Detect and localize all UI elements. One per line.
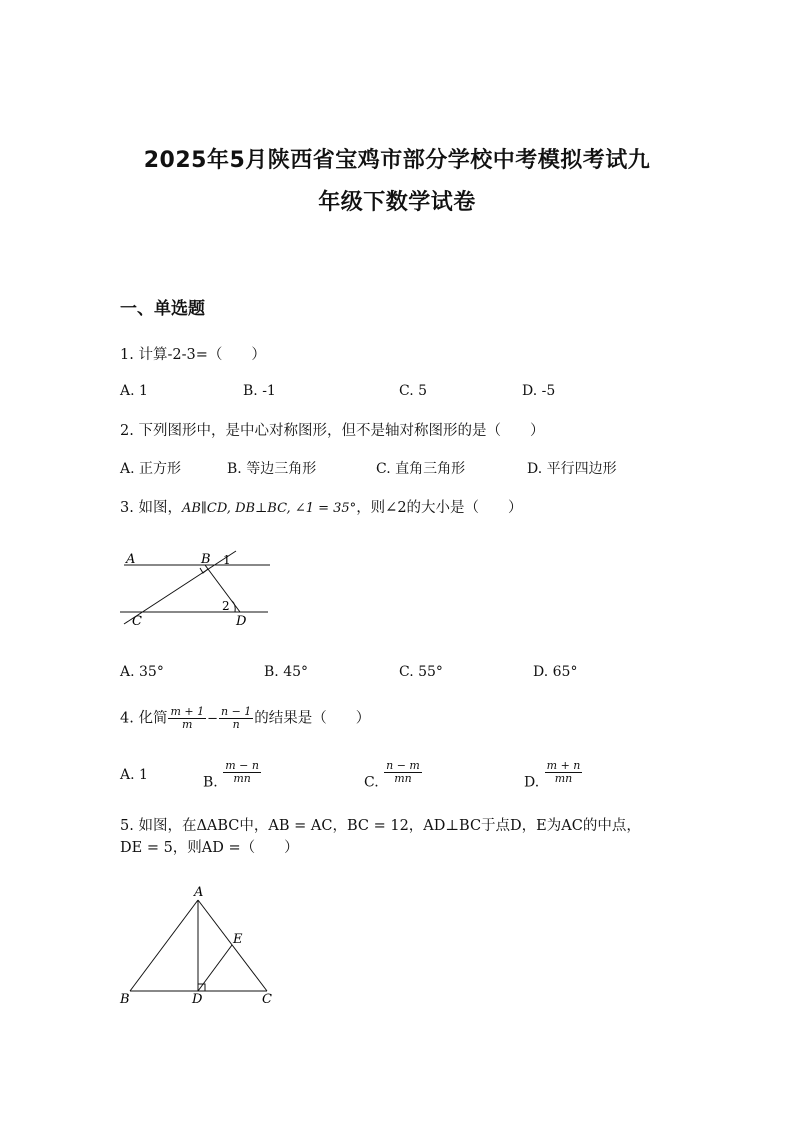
q4-fraction-1 bbox=[168, 706, 206, 731]
q4-option-c-denominator: mn bbox=[394, 772, 412, 785]
right-angle-mark bbox=[200, 568, 208, 573]
label-c: C bbox=[132, 614, 142, 629]
q4-frac1-denominator: m bbox=[182, 718, 193, 731]
question-5-stem-line-2: DE = 5，则AD =（ ） bbox=[120, 840, 299, 856]
label-b: B bbox=[120, 992, 130, 1007]
label-b: B bbox=[201, 552, 211, 567]
question-4-stem bbox=[120, 706, 370, 731]
label-d: D bbox=[236, 614, 247, 629]
q2-option-a: A. 正方形 bbox=[120, 461, 182, 477]
q1-option-b: B. -1 bbox=[243, 383, 276, 399]
q4-frac2-denominator: n bbox=[232, 718, 240, 731]
q3-figure-parallel-lines bbox=[110, 545, 280, 630]
document-title-line-1: 2025年5月陕西省宝鸡市部分学校中考模拟考试九 bbox=[143, 148, 651, 173]
q4-option-c bbox=[364, 760, 423, 791]
q4-stem-suffix: 的结果是（ ） bbox=[254, 710, 371, 727]
q5-figure-isosceles-triangle bbox=[110, 880, 290, 1010]
q3-stem-math: AB∥CD, DB⊥BC, ∠1 = 35° bbox=[181, 501, 357, 516]
side-ab bbox=[130, 900, 198, 991]
q4-option-d-numerator: m + n bbox=[546, 759, 581, 772]
q1-option-c: C. 5 bbox=[399, 383, 428, 399]
q3-stem-prefix: 3. 如图， bbox=[120, 500, 182, 516]
q4-option-b-denominator: mn bbox=[233, 772, 251, 785]
q4-option-a: A. 1 bbox=[120, 767, 148, 783]
q4-option-c-label: C. bbox=[364, 774, 379, 791]
section-heading: 一、单选题 bbox=[120, 299, 205, 319]
q4-option-d-denominator: mn bbox=[554, 772, 573, 785]
q4-option-b-numerator: m − n bbox=[225, 759, 259, 772]
question-2-stem: 2. 下列图形中，是中心对称图形，但不是轴对称图形的是（ ） bbox=[120, 423, 545, 439]
q3-option-c: C. 55° bbox=[399, 664, 443, 680]
label-d: D bbox=[192, 992, 203, 1007]
q4-fraction-2 bbox=[219, 706, 253, 731]
q3-option-b: B. 45° bbox=[264, 664, 309, 680]
label-a: A bbox=[194, 885, 204, 900]
label-e: E bbox=[233, 932, 243, 947]
question-1-stem: 1. 计算-2-3=（ ） bbox=[120, 347, 266, 363]
q4-option-d bbox=[524, 760, 583, 791]
question-5-stem-line-1: 5. 如图，在ΔABC中，AB = AC，BC = 12，AD⊥BC于点D，E为AC的中点， bbox=[120, 818, 641, 834]
q2-option-c: C. 直角三角形 bbox=[376, 461, 466, 477]
q2-option-d: D. 平行四边形 bbox=[527, 461, 617, 477]
label-angle-2: 2 bbox=[222, 599, 230, 613]
q3-stem-suffix: ，则∠2的大小是（ ） bbox=[356, 500, 523, 516]
q2-option-b: B. 等边三角形 bbox=[227, 461, 317, 477]
q4-minus-sign: − bbox=[207, 711, 218, 727]
label-c: C bbox=[262, 992, 272, 1007]
q4-frac1-numerator: m + 1 bbox=[170, 705, 205, 718]
q4-option-d-fraction bbox=[545, 760, 583, 785]
q4-option-d-label: D. bbox=[524, 774, 540, 791]
document-title-line-2: 年级下数学试卷 bbox=[318, 190, 476, 215]
q4-option-c-fraction bbox=[384, 760, 422, 785]
q3-option-d: D. 65° bbox=[533, 664, 578, 680]
q3-option-a: A. 35° bbox=[120, 664, 164, 680]
label-angle-1: 1 bbox=[223, 553, 231, 567]
q4-option-b bbox=[203, 760, 262, 791]
q1-option-a: A. 1 bbox=[120, 383, 148, 399]
question-3-stem bbox=[120, 496, 523, 517]
q1-option-d: D. -5 bbox=[522, 383, 556, 399]
q4-frac2-numerator: n − 1 bbox=[221, 705, 252, 718]
label-a: A bbox=[126, 552, 136, 567]
q4-stem-prefix: 4. 化简 bbox=[120, 710, 168, 727]
q4-option-c-numerator: n − m bbox=[386, 759, 420, 772]
q4-option-b-label: B. bbox=[203, 774, 218, 791]
q4-option-b-fraction bbox=[223, 760, 261, 785]
